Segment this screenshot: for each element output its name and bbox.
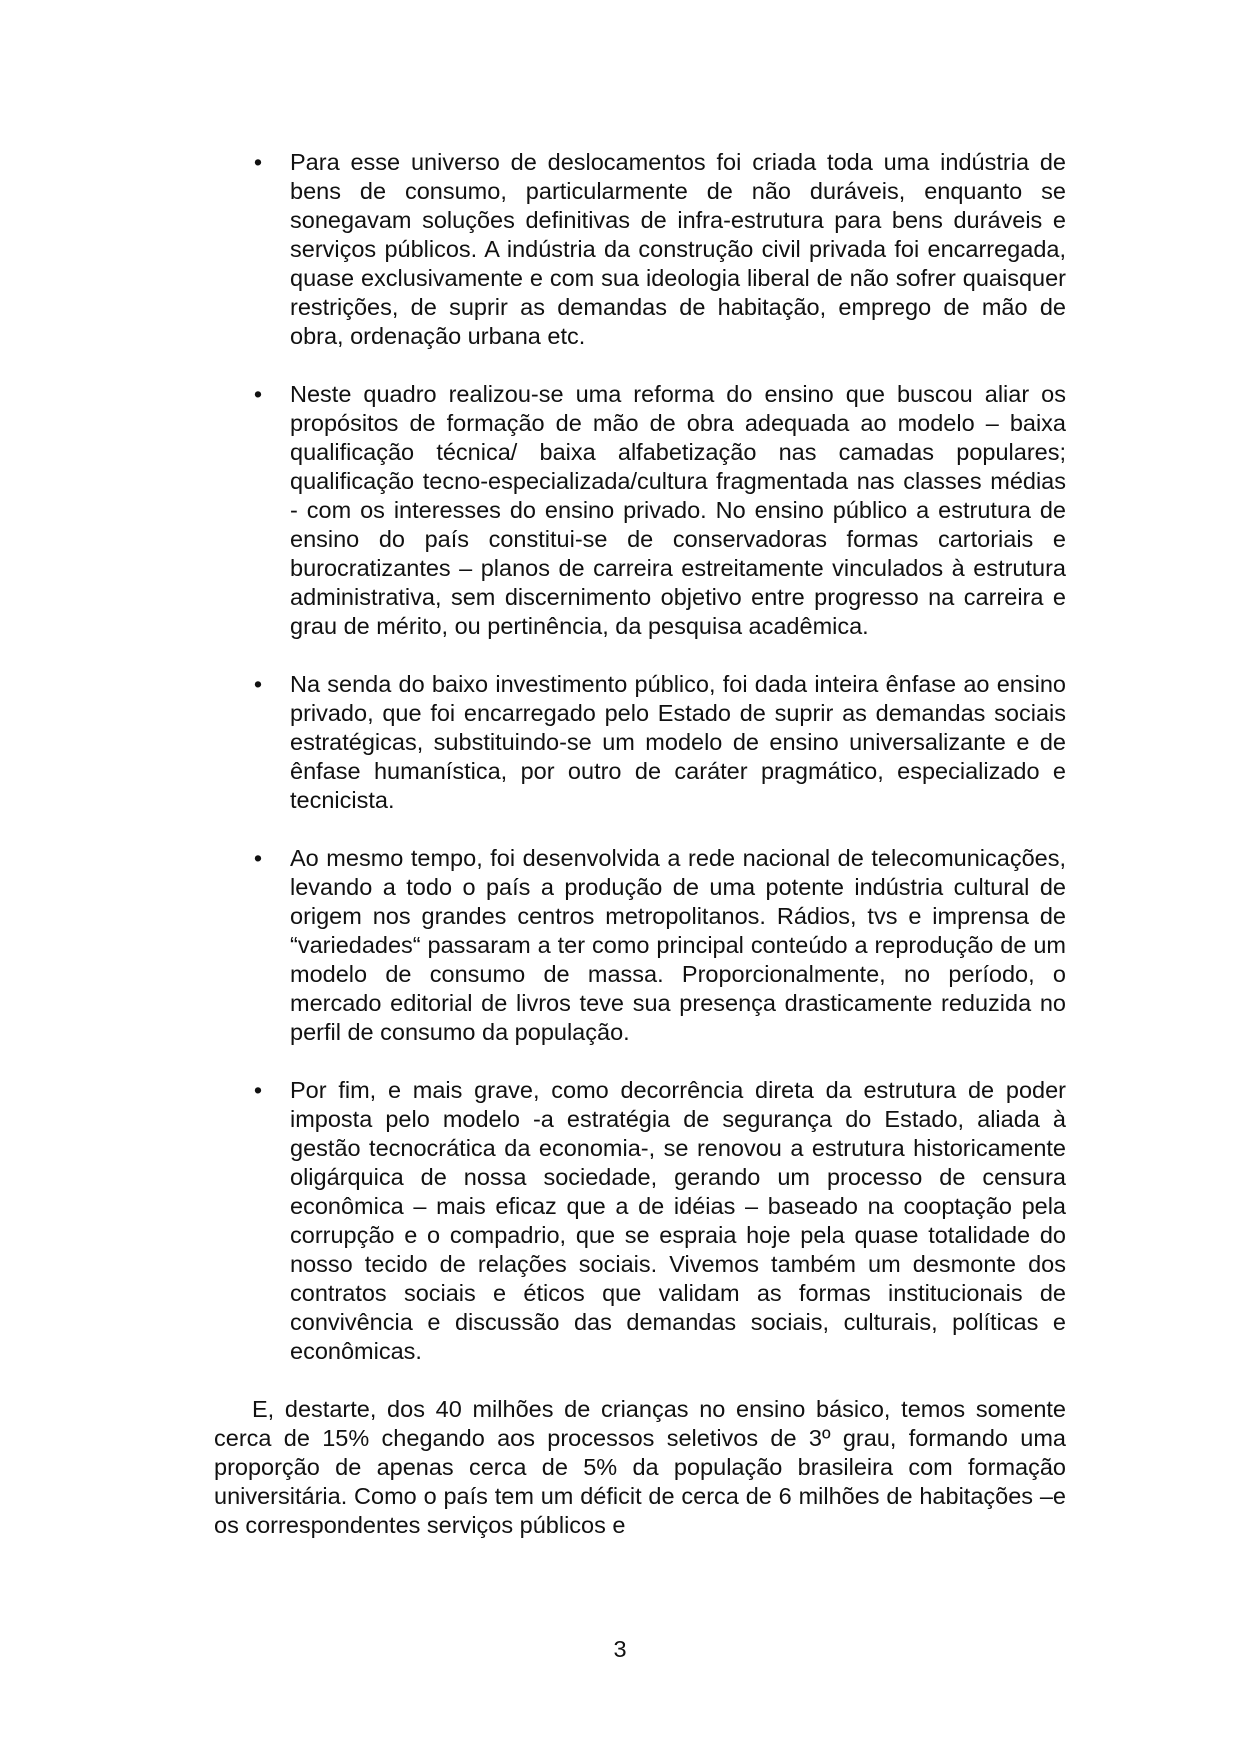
bullet-item-reforma-ensino xyxy=(253,380,1066,641)
bullet-item-universo-deslocamentos xyxy=(253,148,1066,351)
page-body xyxy=(214,148,1066,1540)
bullet-icon: • xyxy=(253,381,263,407)
bullet-item-ensino-privado xyxy=(253,670,1066,815)
bullet-item-estrutura-poder xyxy=(253,1076,1066,1366)
bullet-text: Na senda do baixo investimento público, foi dada inteira ênfase ao ensino privado, que foi encarregado pelo Estado de suprir as demandas sociais estratégicas, substituindo-se um modelo de ensino universalizante e de ênfase humanística, por outro de caráter pragmático, especializado e tecnicista. xyxy=(290,671,1066,813)
bullet-text: Para esse universo de deslocamentos foi criada toda uma indústria de bens de consumo, particularmente de não duráveis, enquanto se sonegavam soluções definitivas de infra-estrutura para bens duráveis e serviços públicos. A indústria da construção civil privada foi encarregada, quase exclusivamente e com sua ideologia liberal de não sofrer quaisquer restrições, de suprir as demandas de habitação, emprego de mão de obra, ordenação urbana etc. xyxy=(290,149,1066,349)
bullet-icon: • xyxy=(253,671,263,697)
bullet-text: Ao mesmo tempo, foi desenvolvida a rede nacional de telecomunicações, levando a todo o país a produção de uma potente indústria cultural de origem nos grandes centros metropolitanos. Rádios, tvs e imprensa de “variedades“ passaram a ter como principal conteúdo a reprodução de um modelo de consumo de massa. Proporcionalmente, no período, o mercado editorial de livros teve sua presença drasticamente reduzida no perfil de consumo da população. xyxy=(290,845,1066,1045)
bullet-icon: • xyxy=(253,149,263,175)
bullet-icon: • xyxy=(253,845,263,871)
closing-paragraph: E, destarte, dos 40 milhões de crianças no ensino básico, temos somente cerca de 15% chegando aos processos seletivos de 3º grau, formando uma proporção de apenas cerca de 5% da população brasileira com formação universitária. Como o país tem um déficit de cerca de 6 milhões de habitações –e os correspondentes serviços públicos e xyxy=(214,1396,1066,1538)
page-number: 3 xyxy=(613,1636,627,1662)
bullet-icon: • xyxy=(253,1077,263,1103)
bullet-list xyxy=(214,148,1066,1366)
bullet-item-telecomunicacoes xyxy=(253,844,1066,1047)
bullet-text: Neste quadro realizou-se uma reforma do ensino que buscou aliar os propósitos de formação de mão de obra adequada ao modelo – baixa qualificação técnica/ baixa alfabetização nas camadas populares; qualificação tecno-especializada/cultura fragmentada nas classes médias - com os interesses do ensino privado. No ensino público a estrutura de ensino do país constitui-se de conservadoras formas cartoriais e burocratizantes – planos de carreira estreitamente vinculados à estrutura administrativa, sem discernimento objetivo entre progresso na carreira e grau de mérito, ou pertinência, da pesquisa acadêmica. xyxy=(290,381,1066,639)
bullet-text: Por fim, e mais grave, como decorrência direta da estrutura de poder imposta pelo modelo -a estratégia de segurança do Estado, aliada à gestão tecnocrática da economia-, se renovou a estrutura historicamente oligárquica de nossa sociedade, gerando um processo de censura econômica – mais eficaz que a de idéias – baseado na cooptação pela corrupção e o compadrio, que se espraia hoje pela quase totalidade do nosso tecido de relações sociais. Vivemos também um desmonte dos contratos sociais e éticos que validam as formas institucionais de convivência e discussão das demandas sociais, culturais, políticas e econômicas. xyxy=(290,1077,1066,1364)
